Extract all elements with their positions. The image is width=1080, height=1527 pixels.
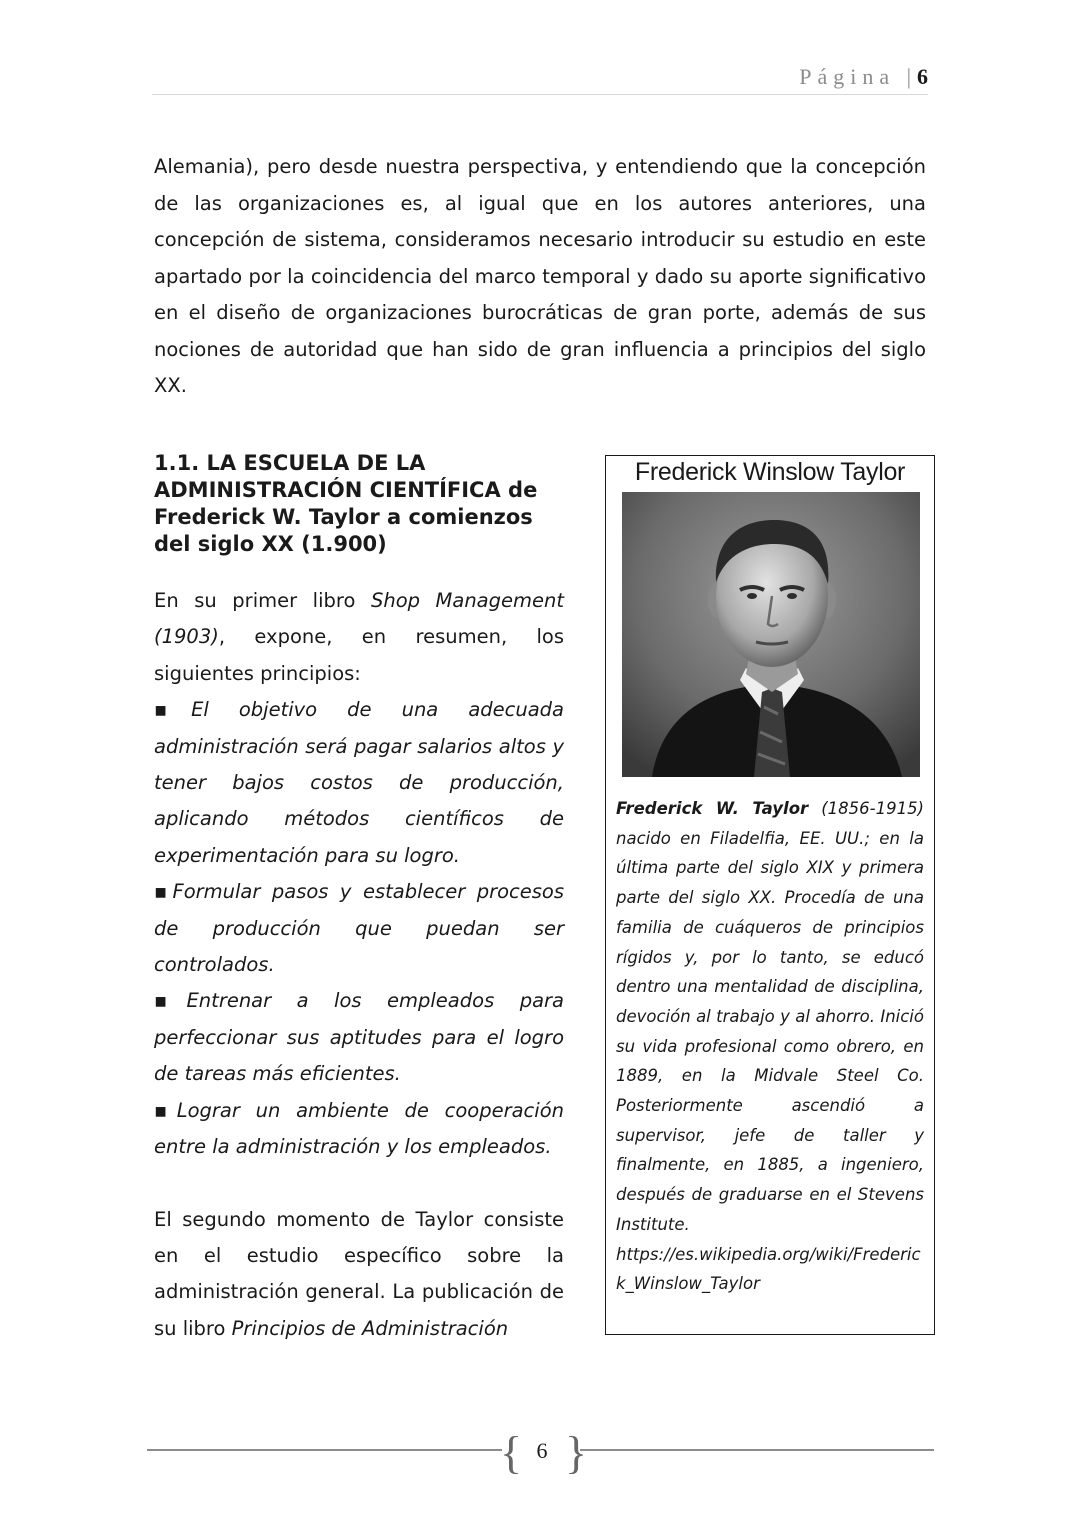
caption-text: (1856-1915) nacido en Filadelfia, EE. UU.; en la última parte del siglo XIX y primera parte del siglo XX. Procedía de una familia de cuáqueros de principios rígidos y, por lo tanto, se educó dentro una mentalidad de disciplina, devoción al trabajo y al ahorro. Inició su vida profesional como obrero, en 1889, en la Midvale Steel Co. Posteriormente ascendió a supervisor, jefe de taller y finalmente, en 1885, a ingeniero, después de graduarse en el Stevens Institute. xyxy=(616,799,924,1234)
paragraph-spacer xyxy=(154,1166,564,1202)
footer-bracket-right: } xyxy=(565,1427,588,1478)
page-header xyxy=(152,62,928,95)
second-moment-paragraph xyxy=(154,1202,564,1348)
caption-bio xyxy=(616,794,924,1240)
intro-principles-paragraph xyxy=(154,583,564,692)
header-separator: | xyxy=(906,64,911,89)
intro-suffix: , expone, en resumen, los siguientes principios: xyxy=(154,625,564,685)
portrait-photo xyxy=(622,492,920,777)
principle-bullet: ▪Formular pasos y establecer procesos de producción que puedan ser controlados. xyxy=(154,880,564,977)
portrait-caption xyxy=(616,794,924,1299)
biography-sidebar xyxy=(605,455,935,1335)
page-header-label xyxy=(799,64,928,90)
book-title-principios: Principios de Administración xyxy=(231,1316,509,1340)
second-prefix: El segundo momento de Taylor consiste en el estudio específico sobre la administración general. La publicación de su libro xyxy=(154,1207,564,1340)
footer-bracket-left: { xyxy=(500,1427,523,1478)
book-title-shop-management: Shop Management (1903) xyxy=(154,589,565,649)
sidebar-title: Frederick Winslow Taylor xyxy=(634,458,906,486)
main-column xyxy=(154,583,564,1347)
principle-bullet: ▪El objetivo de una adecuada administración será pagar salarios altos y tener bajos costos de producción, aplicando métodos científicos de experimentación para su logro. xyxy=(154,698,564,867)
footer-page-number: 6 xyxy=(536,1438,548,1463)
footer-line-right xyxy=(580,1449,934,1451)
intro-prefix: En su primer libro xyxy=(154,589,371,612)
footer-line-left xyxy=(147,1449,502,1451)
section-title: 1.1. LA ESCUELA DE LA ADMINISTRACIÓN CIENTÍFICA de Frederick W. Taylor a comienzos del siglo XX (1.900) xyxy=(154,451,538,556)
principle-bullet: ▪Lograr un ambiente de cooperación entre la administración y los empleados. xyxy=(154,1098,564,1159)
header-page-word: Página xyxy=(799,64,896,89)
principle-bullet: ▪Entrenar a los empleados para perfeccionar sus aptitudes para el logro de tareas más eficientes. xyxy=(154,989,564,1086)
intro-paragraph: Alemania), pero desde nuestra perspectiva, y entendiendo que la concepción de las organizaciones es, al igual que en los autores anteriores, una concepción de sistema, consideramos necesario introducir su estudio en este apartado por la coincidencia del marco temporal y dado su aporte significativo en el diseño de organizaciones burocráticas de gran porte, además de sus nociones de autoridad que han sido de gran influencia a principios del siglo XX. xyxy=(154,155,926,397)
header-page-number: 6 xyxy=(917,64,928,89)
caption-name: Frederick W. Taylor xyxy=(616,799,809,818)
caption-source-link: https://es.wikipedia.org/wiki/Frederick_Winslow_Taylor xyxy=(616,1244,921,1294)
